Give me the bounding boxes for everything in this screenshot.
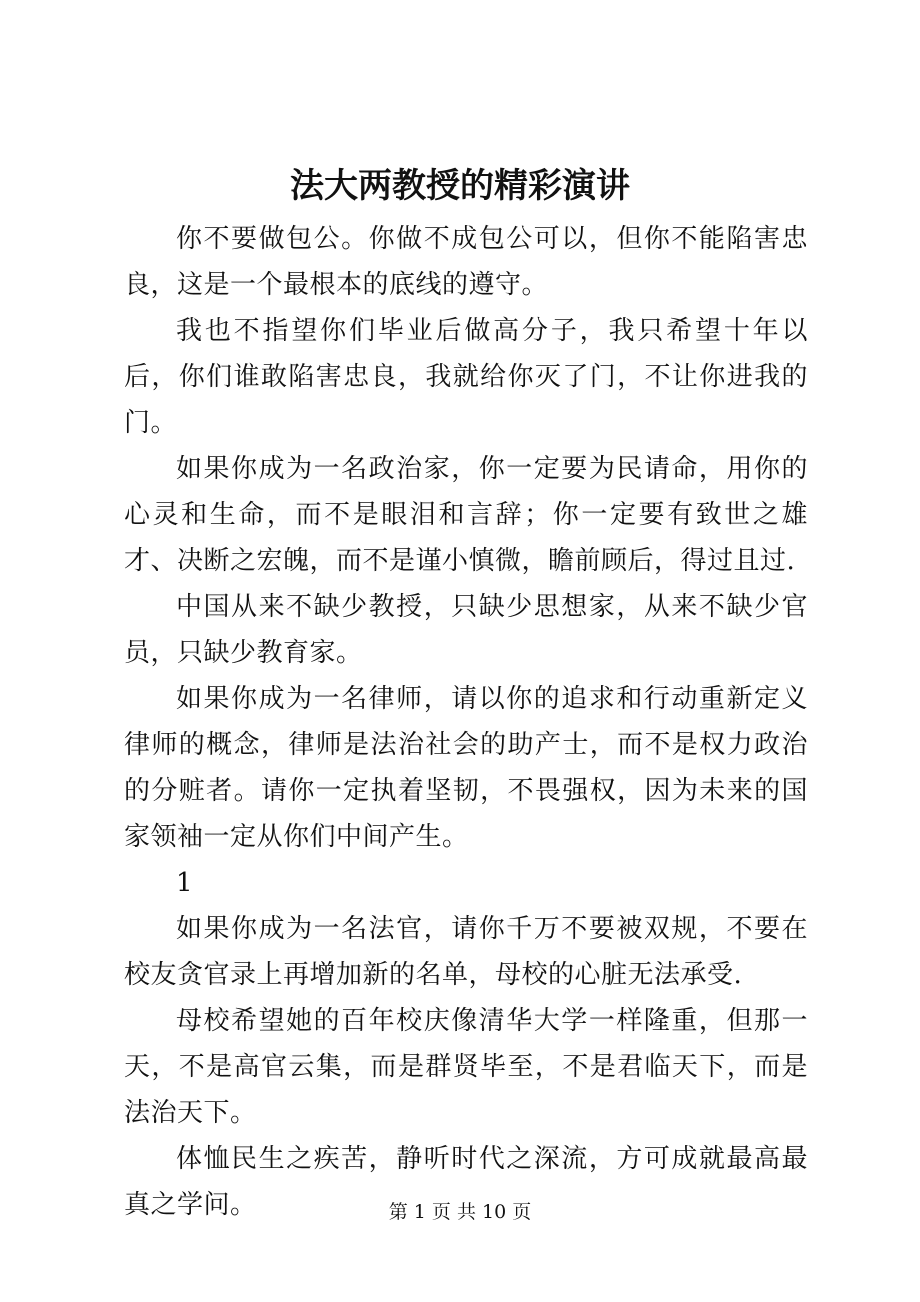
paragraph-5: 如果你成为一名律师，请以你的追求和行动重新定义律师的概念，律师是法治社会的助产士，而不是权力政治的分赃者。请你一定执着坚韧，不畏强权，因为未来的国家领袖一定从你们中间产生。	[124, 684, 808, 852]
inline-page-number: 1	[176, 868, 194, 898]
paragraph-8: 体恤民生之疾苦，静听时代之深流，方可成就最高最真之学问。	[124, 1144, 808, 1220]
paragraph-6: 如果你成为一名法官，请你千万不要被双规，不要在校友贪官录上再增加新的名单，母校的心脏无法承受.	[124, 914, 808, 990]
paragraph-2: 我也不指望你们毕业后做高分子，我只希望十年以后，你们谁敢陷害忠良，我就给你灭了门，不让你进我的门。	[124, 316, 808, 438]
paragraph-1: 你不要做包公。你做不成包公可以，但你不能陷害忠良，这是一个最根本的底线的遵守。	[124, 224, 808, 300]
paragraph-4: 中国从来不缺少教授，只缺少思想家，从来不缺少官员，只缺少教育家。	[124, 592, 808, 668]
paragraph-7: 母校希望她的百年校庆像清华大学一样隆重，但那一天，不是高官云集，而是群贤毕至，不是君临天下，而是法治天下。	[124, 1006, 808, 1128]
document-body	[124, 216, 808, 1228]
paragraph-3: 如果你成为一名政治家，你一定要为民请命，用你的心灵和生命，而不是眼泪和言辞；你一定要有致世之雄才、决断之宏魄，而不是谨小慎微，瞻前顾后，得过且过.	[124, 454, 808, 576]
document-title: 法大两教授的精彩演讲	[290, 166, 630, 206]
page-footer: 第 1 页 共 10 页	[388, 1201, 532, 1223]
